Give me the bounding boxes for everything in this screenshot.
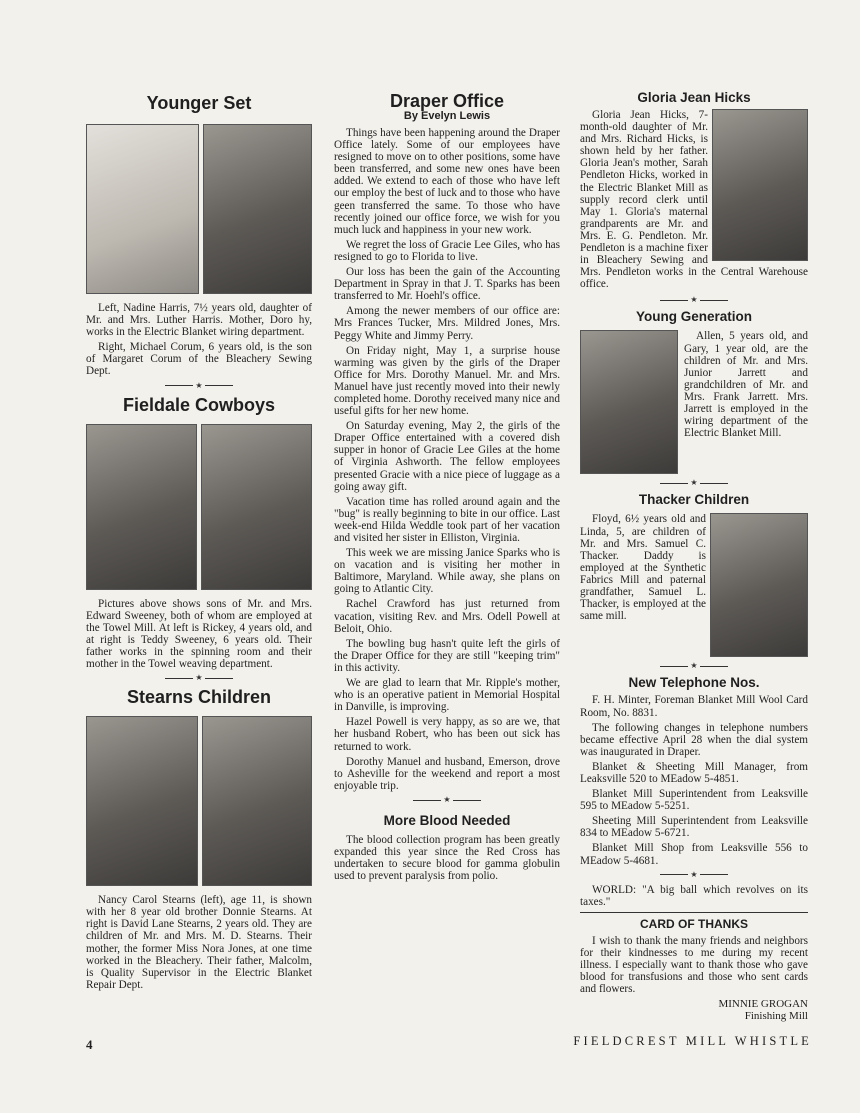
publication-name: FIELDCREST MILL WHISTLE xyxy=(573,1034,812,1048)
gloria-hicks-photo xyxy=(712,109,808,261)
draper-office-title: Draper Office xyxy=(389,91,505,111)
draper-paragraph: Among the newer members of our office are: Mrs Frances Tucker, Mrs. Mildred Jones, Mrs. Peggy White and Jimmy Perry. xyxy=(334,305,560,342)
telephone-title: New Telephone Nos. xyxy=(628,675,760,691)
stearns-photos xyxy=(86,716,312,886)
telephone-paragraph: Blanket Mill Superintendent from Leaksville 595 to MEadow 5-5251. xyxy=(580,788,808,813)
rickey-sweeney-photo xyxy=(86,424,197,590)
right-column xyxy=(580,88,808,1022)
separator-star: ★ xyxy=(580,661,808,671)
jarrett-children-photo xyxy=(580,330,678,474)
draper-paragraph: Our loss has been the gain of the Accounting Department in Spray in that J. T. Sparks has been transferred to Mr. Hoehl's office. xyxy=(334,266,560,303)
telephone-paragraph: F. H. Minter, Foreman Blanket Mill Wool Card Room, No. 8831. xyxy=(580,694,808,719)
draper-paragraph: Hazel Powell is very happy, as so are we, that her husband Robert, who has been out sick has returned to work. xyxy=(334,716,560,753)
draper-paragraph: The bowling bug hasn't quite left the girls of the Draper Office for they are still "keeping trim" in this activity. xyxy=(334,637,560,674)
stearns-caption: Nancy Carol Stearns (left), age 11, is shown with her 8 year old brother Donnie Stearns. At right is David Lane Stearns, 2 years old. They are children of Mr. and Mrs. M. D. Stearns. Their mother, the former Miss Nora Jones, at one time worked in the Bleachery. Their father, Malcolm, is Quality Supervisor in the Electric Blanket Repair Dept. xyxy=(86,894,312,991)
page-number: 4 xyxy=(86,1037,93,1052)
thacker-title: Thacker Children xyxy=(638,492,750,508)
younger-set-title: Younger Set xyxy=(146,93,252,113)
gloria-text: Gloria Jean Hicks, 7-month-old daughter of Mr. and Mrs. Richard Hicks, is shown held by her father. Gloria Jean's mother, Sarah Pendleton Hicks, worked in the Electric Blanket Mill as supply record clerk until May 1. Gloria's maternal grandparents are Mr. and Mrs. E. G. Pendleton. Mr. Pendleton is a machine fixer in Bleachery Sewing and Mrs. Pendleton works in the Central Warehouse office. xyxy=(580,109,808,291)
thanks-text: I wish to thank the many friends and neighbors for their kindnesses to me during my recent illness. I especially want to thank those who gave blood for transfusions and those who sent cards and flowers. xyxy=(580,934,808,996)
fieldale-title: Fieldale Cowboys xyxy=(122,394,276,415)
separator-star: ★ xyxy=(580,870,808,880)
michael-corum-photo xyxy=(203,124,312,294)
separator-star: ★ xyxy=(580,295,808,305)
draper-paragraph: Rachel Crawford has just returned from vacation, visiting Rev. and Mrs. Odell Powell at Beloit, Ohio. xyxy=(334,598,560,635)
fieldale-photos xyxy=(86,424,312,590)
thanks-title: CARD OF THANKS xyxy=(640,916,748,931)
younger-set-photos xyxy=(86,124,312,294)
draper-paragraph: Dorothy Manuel and husband, Emerson, drove to Asheville for the weekend and report a most enjoyable trip. xyxy=(334,755,560,792)
telephone-paragraph: Blanket Mill Shop from Leaksville 556 to MEadow 5-4681. xyxy=(580,842,808,867)
draper-paragraph: We regret the loss of Gracie Lee Giles, who has resigned to go to Florida to live. xyxy=(334,238,560,263)
young-gen-text: Allen, 5 years old, and Gary, 1 year old, are the children of Mr. and Mrs. Junior Jarrett and grandchildren of Mr. and Mrs. Frank Jarrett. Mrs. Jarrett is employed in the wiring department of the Electric Blanket Mill. xyxy=(684,330,808,440)
thacker-text: Floyd, 6½ years old and Linda, 5, are children of Mr. and Mrs. Samuel C. Thacker. Daddy is employed at the Synthetic Fabrics Mill and paternal grandfather, Samuel L. Thacker, is employed at the same mill. xyxy=(580,513,706,623)
separator-star: ★ xyxy=(580,478,808,488)
thacker-children-photo xyxy=(710,513,808,657)
separator-star: ★ xyxy=(86,381,312,391)
younger-set-caption-2: Right, Michael Corum, 6 years old, is the son of Margaret Corum of the Bleachery Sewing Dept. xyxy=(86,341,312,378)
divider-line xyxy=(580,912,808,913)
draper-paragraph: On Saturday evening, May 2, the girls of the Draper Office entertained with a covered dish supper in honor of Gracie Lee Giles at the home of Virginia Ashworth. The fellow employees presented Gracie with a nice piece of luggage as a going away gift. xyxy=(334,420,560,493)
nancy-donnie-stearns-photo xyxy=(86,716,198,886)
younger-set-caption-1: Left, Nadine Harris, 7½ years old, daughter of Mr. and Mrs. Luther Harris. Mother, Doro hy, works in the Electric Blanket wiring department. xyxy=(86,302,312,339)
young-gen-title: Young Generation xyxy=(635,309,752,325)
draper-paragraph: We are glad to learn that Mr. Ripple's mother, who is an operative patient in Memorial Hospital in Danville, is improving. xyxy=(334,677,560,714)
draper-paragraph: Things have been happening around the Draper Office lately. Some of our employees have resigned to move on to other positions, some have been transferred, and some new ones have been added. We extend to each of those who have left our employ the best of luck and to those who have geen transferred the same. To those who have recently joined our office force, we wish for you much luck and happiness in your new work. xyxy=(334,127,560,236)
stearns-title: Stearns Children xyxy=(126,687,272,708)
teddy-sweeney-photo xyxy=(201,424,312,590)
david-stearns-photo xyxy=(202,716,312,886)
thanks-signature-dept: Finishing Mill xyxy=(744,1010,808,1023)
draper-paragraph: This week we are missing Janice Sparks who is on vacation and is visiting her mother in Baltimore, Maryland. While away, she plans on going to Atlantic City. xyxy=(334,547,560,596)
middle-column xyxy=(334,88,560,885)
draper-article-body xyxy=(334,127,560,792)
draper-paragraph: On Friday night, May 1, a surprise house warming was given by the girls of the Draper Office for Mrs. Dorothy Manuel. Mr. and Mrs. Manuel have just recently moved into their newly completed home. Dorothy received many nice and useful gifts for her new home. xyxy=(334,344,560,418)
telephone-paragraph: Blanket & Sheeting Mill Manager, from Leaksville 520 to MEadow 5-4851. xyxy=(580,760,808,785)
left-column xyxy=(86,88,312,994)
separator-star: ★ xyxy=(86,673,312,683)
telephone-paragraph: Sheeting Mill Superintendent from Leaksville 834 to MEadow 5-6721. xyxy=(580,815,808,840)
thanks-signature-name: MINNIE GROGAN xyxy=(718,998,808,1011)
blood-title: More Blood Needed xyxy=(383,812,511,828)
telephone-paragraph: The following changes in telephone numbers became effective April 28 when the dial system was inaugurated in Draper. xyxy=(580,721,808,758)
separator-star: ★ xyxy=(334,795,560,805)
telephone-body xyxy=(580,694,808,866)
blood-text: The blood collection program has been greatly expanded this year since the Red Cross has undertaken to secure blood for gamma globulin used to prevent paralysis from polio. xyxy=(334,833,560,883)
nadine-harris-photo xyxy=(86,124,199,294)
draper-byline: By Evelyn Lewis xyxy=(403,110,491,122)
world-quote: WORLD: "A big ball which revolves on its taxes." xyxy=(580,883,808,908)
gloria-title: Gloria Jean Hicks xyxy=(637,90,751,105)
draper-paragraph: Vacation time has rolled around again and the "bug" is really beginning to bite in our office. Last week-end Hilda Weddle took part of her vacation and visited her sister in Elliston, Virginia. xyxy=(334,495,560,544)
fieldale-caption: Pictures above shows sons of Mr. and Mrs. Edward Sweeney, both of whom are employed at the Towel Mill. At left is Rickey, 4 years old, and at right is Teddy Sweeney, 6 years old. Their father works in the spinning room and their mother in the Towel weaving department. xyxy=(86,597,312,671)
